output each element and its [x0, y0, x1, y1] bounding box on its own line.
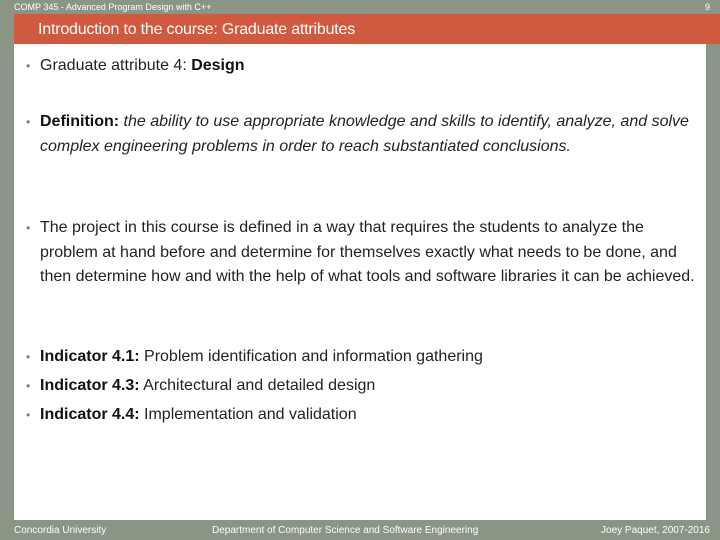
bullet-dot-icon: •: [26, 59, 31, 73]
footer-university: Concordia University: [14, 525, 107, 536]
bullet-indicator-4-3: [26, 374, 696, 399]
footer-author: Joey Paquet, 2007-2016: [601, 525, 710, 536]
bullet-indicator-4-1: [26, 345, 696, 370]
bullet-dot-icon: •: [26, 350, 31, 364]
definition-text: the ability to use appropriate knowledge and skills to identify, analyze, and solve complex engineering problems in order to reach substantiated conclusions.: [40, 113, 689, 155]
page-number: 9: [704, 2, 710, 12]
project-text: The project in this course is defined in a way that requires the students to analyze the problem at hand before and determine for themselves exactly what needs to be done, and then determine how and with the help of what tools and software libraries it can be achieved.: [40, 219, 695, 285]
footer: [0, 520, 720, 540]
bullet-dot-icon: •: [26, 408, 31, 422]
bullet-dot-icon: •: [26, 379, 31, 393]
indicator-label: Indicator 4.3:: [40, 377, 140, 394]
bullet-indicator-4-4: [26, 403, 696, 428]
top-bar: [0, 0, 720, 14]
indicator-text: Problem identification and information gathering: [139, 348, 483, 365]
footer-department: Department of Computer Science and Software Engineering: [212, 525, 479, 536]
indicator-label: Indicator 4.4:: [40, 406, 140, 423]
bullet-dot-icon: •: [26, 221, 31, 235]
indicator-text: Architectural and detailed design: [139, 377, 376, 394]
bullet-definition: [26, 110, 696, 159]
bullet-project: [26, 216, 696, 290]
bullet-graduate-attribute: [26, 54, 696, 79]
definition-label: Definition:: [40, 113, 120, 130]
slide-content: [14, 44, 706, 520]
bullet-dot-icon: •: [26, 115, 31, 129]
attribute-prefix: Graduate attribute 4:: [40, 57, 192, 74]
indicator-text: Implementation and validation: [139, 406, 357, 423]
attribute-name: Design: [191, 57, 245, 74]
course-title: COMP 345 - Advanced Program Design with C++: [14, 2, 212, 12]
slide-title: Introduction to the course: Graduate attributes: [14, 14, 720, 44]
indicator-label: Indicator 4.1:: [40, 348, 140, 365]
